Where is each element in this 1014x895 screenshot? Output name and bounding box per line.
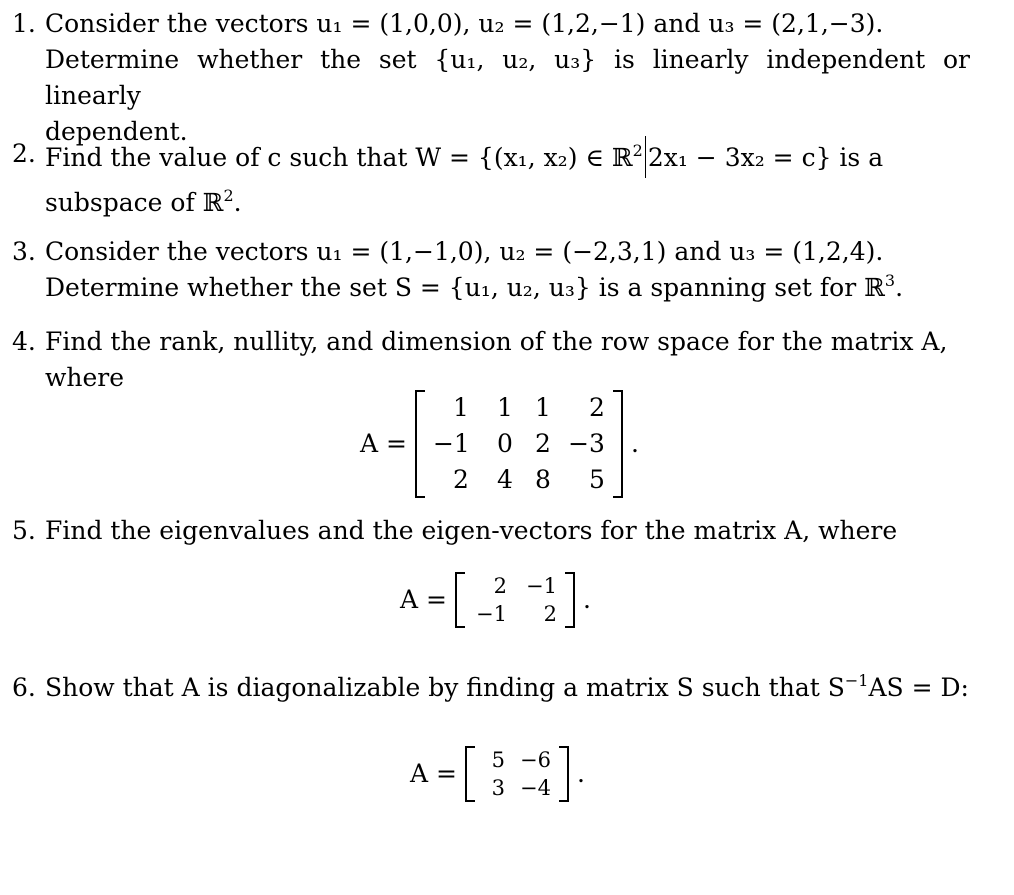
matrix-display-5 — [400, 572, 591, 628]
matrix-display-4 — [360, 390, 639, 498]
matrix-cell: 2 — [589, 393, 605, 422]
problem-number: 5. — [12, 516, 36, 545]
superscript: 2 — [632, 141, 643, 160]
matrix-cell: −4 — [519, 776, 551, 800]
problem-text-line — [45, 136, 970, 179]
matrix-cell: −1 — [525, 574, 557, 598]
matrix-lhs: A = — [410, 759, 457, 788]
matrix-cell: 2 — [493, 574, 507, 598]
problem-6 — [12, 670, 970, 709]
matrix-cell: 2 — [543, 602, 557, 626]
problem-number: 3. — [12, 237, 36, 266]
matrix-cell: 8 — [535, 465, 551, 494]
problem-number: 6. — [12, 673, 36, 702]
text-fragment: . — [233, 188, 242, 217]
problem-text-line: Consider the vectors u₁ = (1,0,0), u₂ = (1,2,−1) and u₃ = (2,1,−3). — [45, 9, 884, 38]
text-fragment: . — [895, 273, 904, 302]
superscript: 3 — [884, 271, 896, 290]
problem-number: 1. — [12, 9, 36, 38]
text-fragment: Show that A is diagonalizable by finding a matrix S such that S — [45, 673, 845, 702]
problem-2 — [12, 136, 970, 224]
matrix-cell: 1 — [535, 393, 551, 422]
problem-text-line: Consider the vectors u₁ = (1,−1,0), u₂ = (−2,3,1) and u₃ = (1,2,4). — [45, 237, 884, 266]
problem-5 — [12, 513, 970, 549]
matrix-cell: 0 — [497, 429, 513, 458]
matrix-lhs: A = — [400, 585, 447, 614]
matrix-cell: −6 — [519, 748, 551, 772]
problem-number: 2. — [12, 139, 36, 168]
problem-text-line: where — [45, 363, 125, 392]
matrix-cell: 4 — [497, 465, 513, 494]
problem-text-line: Find the eigenvalues and the eigen-vectors for the matrix A, where — [45, 516, 898, 545]
problem-text-line — [45, 670, 970, 709]
period: . — [576, 759, 585, 788]
problem-4 — [12, 324, 970, 396]
superscript: 2 — [223, 186, 234, 205]
period: . — [582, 585, 591, 614]
problem-text-line: dependent. — [45, 117, 188, 146]
matrix-cell: 2 — [453, 465, 469, 494]
text-fragment: AS = D: — [868, 673, 969, 702]
matrix-cell: 1 — [453, 393, 469, 422]
matrix-cell: 3 — [491, 776, 505, 800]
text-fragment: Find the value of c such that W = {(x₁, x₂) ∈ ℝ — [45, 143, 633, 172]
matrix — [465, 746, 569, 802]
problem-3 — [12, 234, 970, 309]
problem-text-line — [45, 270, 970, 309]
matrix-cell: 5 — [589, 465, 605, 494]
matrix-cell: −1 — [475, 602, 507, 626]
superscript: −1 — [844, 671, 869, 690]
matrix-cell: 2 — [535, 429, 551, 458]
matrix-cell: 5 — [491, 748, 505, 772]
matrix-display-6 — [410, 746, 585, 802]
set-builder-bar — [645, 136, 646, 178]
matrix-cell: −1 — [432, 429, 470, 458]
problem-text-line — [45, 185, 970, 224]
problem-text-line: Find the rank, nullity, and dimension of the row space for the matrix A, — [45, 327, 948, 356]
period: . — [630, 429, 639, 458]
problem-1 — [12, 6, 970, 150]
text-fragment: Determine whether the set S = {u₁, u₂, u₃} is a spanning set for ℝ — [45, 273, 885, 302]
matrix — [455, 572, 575, 628]
problem-number: 4. — [12, 327, 36, 356]
matrix-cell: 1 — [497, 393, 513, 422]
problem-text-line: Determine whether the set {u₁, u₂, u₃} is linearly independent or linearly — [45, 45, 970, 110]
matrix — [415, 390, 623, 498]
text-fragment: subspace of ℝ — [45, 188, 224, 217]
text-fragment: 2x₁ − 3x₂ = c} is a — [647, 143, 884, 172]
matrix-cell: −3 — [568, 429, 605, 458]
matrix-lhs: A = — [360, 429, 407, 458]
